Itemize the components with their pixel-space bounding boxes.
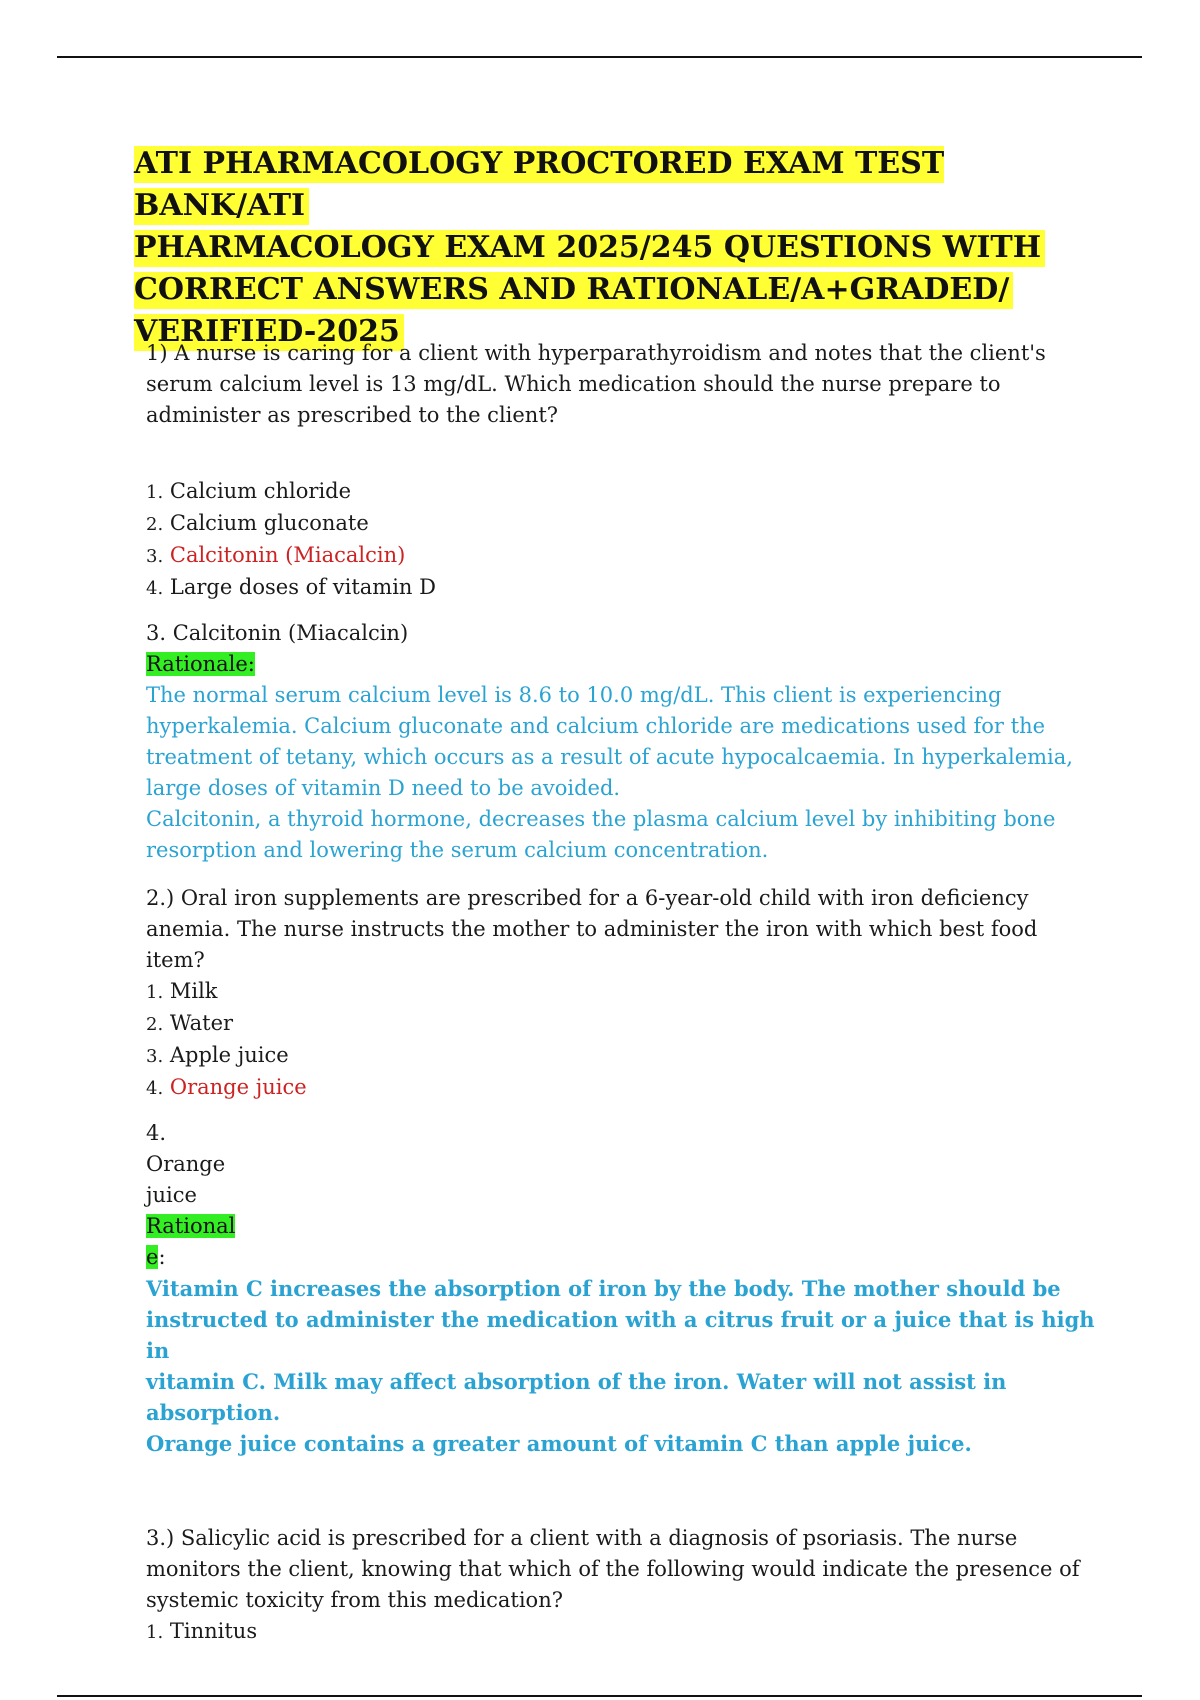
bottom-rule	[57, 1695, 1142, 1697]
q1-rationale-label: Rationale:	[146, 652, 255, 676]
q2-stem-line: 2.) Oral iron supplements are prescribed for a 6-year-old child with iron deficiency	[146, 886, 1029, 910]
q1-option-1	[146, 476, 1106, 508]
option-text: Calcium gluconate	[169, 511, 369, 535]
option-number: 3.	[146, 546, 164, 567]
option-number: 1.	[146, 982, 164, 1003]
option-text: Water	[169, 1011, 234, 1035]
q2-option-3	[146, 1040, 1106, 1072]
q2-stem-line: anemia. The nurse instructs the mother to administer the iron with which best food	[146, 917, 1038, 941]
q1-stem-line: administer as prescribed to the client?	[146, 403, 559, 427]
option-number: 2.	[146, 514, 164, 535]
correct-option-text: Orange juice	[169, 1075, 307, 1099]
title-line-3: CORRECT ANSWERS AND RATIONALE/A+GRADED/	[134, 272, 1013, 309]
option-text: Milk	[169, 979, 218, 1003]
q3-option-1	[146, 1616, 1106, 1648]
question-2	[146, 883, 1106, 976]
q1-options	[146, 476, 1106, 604]
title-line-1: ATI PHARMACOLOGY PROCTORED EXAM TEST BANK/ATI	[134, 146, 945, 223]
question-3	[146, 1523, 1106, 1616]
option-text: Tinnitus	[169, 1619, 258, 1643]
q1-option-2	[146, 508, 1106, 540]
answer-line: juice	[146, 1183, 197, 1207]
document-body	[146, 338, 1106, 1648]
q2-rationale-colon: :	[158, 1245, 166, 1269]
q2-stem-line: item?	[146, 948, 205, 972]
option-number: 4.	[146, 578, 164, 599]
q3-options	[146, 1616, 1106, 1648]
title-line-4: VERIFIED-2025	[134, 314, 404, 351]
rationale-line: Calcitonin, a thyroid hormone, decreases the plasma calcium level by inhibiting bone	[146, 807, 1056, 831]
q2-rationale-label-part1: Rational	[146, 1214, 236, 1238]
option-number: 4.	[146, 1078, 164, 1099]
q3-stem-line: systemic toxicity from this medication?	[146, 1588, 563, 1612]
q2-option-1	[146, 976, 1106, 1008]
rationale-line: Vitamin C increases the absorption of iron by the body. The mother should be	[146, 1276, 1061, 1301]
document-title	[134, 143, 1094, 353]
option-text: Calcium chloride	[169, 479, 352, 503]
option-text: Large doses of vitamin D	[169, 575, 436, 599]
option-text: Apple juice	[169, 1043, 289, 1067]
correct-option-text: Calcitonin (Miacalcin)	[169, 543, 406, 567]
top-rule	[57, 56, 1142, 58]
option-number: 3.	[146, 1046, 164, 1067]
answer-line: 4.	[146, 1121, 167, 1145]
option-number: 1.	[146, 1622, 164, 1643]
option-number: 1.	[146, 482, 164, 503]
rationale-line: treatment of tetany, which occurs as a result of acute hypocalcaemia. In hyperkalemia,	[146, 745, 1073, 769]
rationale-line: Orange juice contains a greater amount of vitamin C than apple juice.	[146, 1431, 972, 1456]
q2-option-2	[146, 1008, 1106, 1040]
q2-options	[146, 976, 1106, 1104]
question-1	[146, 338, 1106, 431]
answer-line: Orange	[146, 1152, 226, 1176]
q2-option-4	[146, 1072, 1106, 1104]
title-line-2: PHARMACOLOGY EXAM 2025/245 QUESTIONS WITH	[134, 230, 1045, 267]
q1-answer: 3. Calcitonin (Miacalcin)	[146, 621, 409, 645]
q1-rationale	[146, 680, 1106, 866]
q1-stem-line: 1) A nurse is caring for a client with hyperparathyroidism and notes that the client's	[146, 341, 1046, 365]
q1-option-3	[146, 540, 1106, 572]
rationale-line: hyperkalemia. Calcium gluconate and calcium chloride are medications used for the	[146, 714, 1046, 738]
rationale-line: vitamin C. Milk may affect absorption of the iron. Water will not assist in absorption.	[146, 1369, 1007, 1425]
q3-stem-line: monitors the client, knowing that which of the following would indicate the presence of	[146, 1557, 1080, 1581]
rationale-line: The normal serum calcium level is 8.6 to 10.0 mg/dL. This client is experiencing	[146, 683, 1002, 707]
q1-option-4	[146, 572, 1106, 604]
rationale-line: resorption and lowering the serum calcium concentration.	[146, 838, 769, 862]
rationale-line: instructed to administer the medication with a citrus fruit or a juice that is high in	[146, 1307, 1095, 1363]
option-number: 2.	[146, 1014, 164, 1035]
q1-stem-line: serum calcium level is 13 mg/dL. Which medication should the nurse prepare to	[146, 372, 1001, 396]
q2-rationale-label-part2: e	[146, 1245, 159, 1269]
q2-rationale	[146, 1273, 1106, 1459]
q3-stem-line: 3.) Salicylic acid is prescribed for a client with a diagnosis of psoriasis. The nurse	[146, 1526, 1018, 1550]
rationale-line: large doses of vitamin D need to be avoided.	[146, 776, 621, 800]
q2-answer	[146, 1118, 1106, 1211]
